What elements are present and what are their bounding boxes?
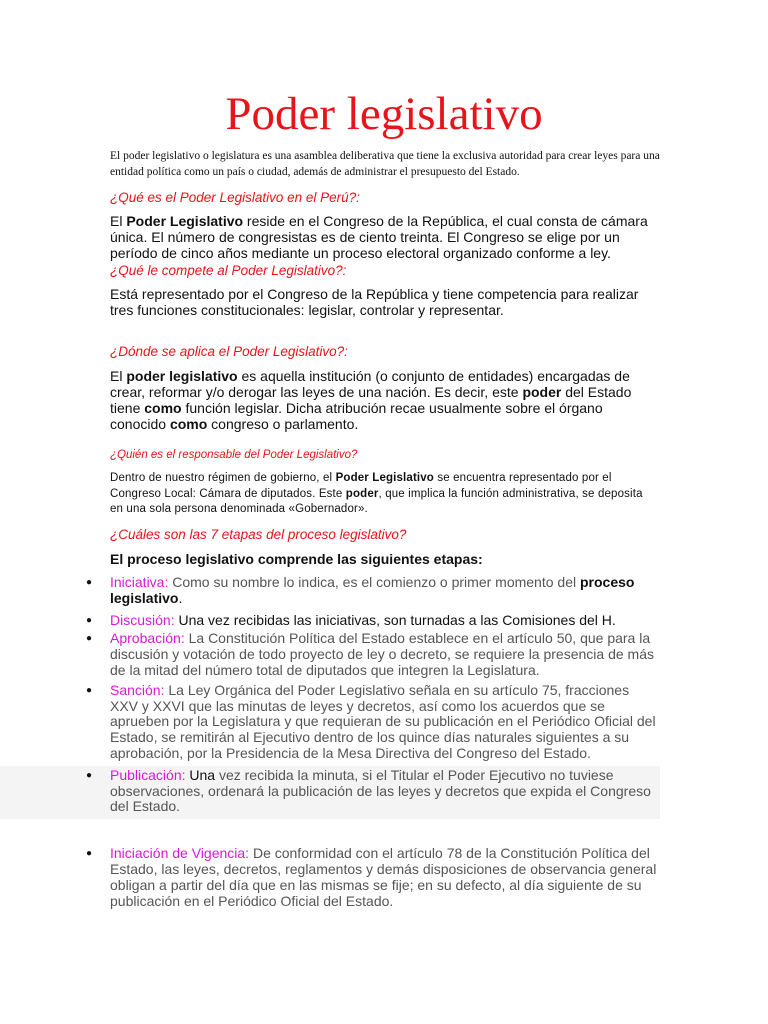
question-compete: ¿Qué le compete al Poder Legislativo?: <box>110 263 347 278</box>
answer-peru <box>110 213 658 261</box>
question-donde: ¿Dónde se aplica el Poder Legislativo?: <box>110 344 348 359</box>
text-run: , que implica la función administrativa, se deposita en una sola persona denominada «Gobernador». <box>110 487 643 515</box>
step-term: Aprobación: <box>110 630 185 647</box>
bold-run: como <box>169 416 208 432</box>
step-dark: Una <box>185 766 216 783</box>
bullet-icon: ● <box>86 769 93 781</box>
text-run: se encuentra representado por el Congreso Local: Cámara de diputados. Este <box>110 472 612 500</box>
bullet-icon: ● <box>86 577 93 588</box>
bold-run: poder <box>345 487 379 500</box>
step-text: vez recibida la minuta, si el Titular el Poder Ejecutivo no tuviese observaciones, ordenará la publicación de las leyes y decretos que expida el Congreso del Estado. <box>110 766 651 815</box>
text-run: El <box>110 213 127 229</box>
page-title: Poder legislativo <box>225 88 543 140</box>
list-item-iniciativa <box>0 575 660 607</box>
question-quien: ¿Quién es el responsable del Poder Legislativo? <box>110 449 358 461</box>
list-item-publicacion <box>0 766 660 819</box>
step-tail: . <box>178 589 183 606</box>
question-etapas: ¿Cuáles son las 7 etapas del proceso legislativo? <box>110 527 407 542</box>
step-text: De conformidad con el artículo 78 de la Constitución Política del Estado, las leyes, decretos, reglamentos y demás disposiciones de observancia general obligan a partir del día que en las mismas se fije; en su defecto, al día siguiente de su publicación en el Periódico Oficial del Estado. <box>110 845 657 909</box>
etapas-intro: El proceso legislativo comprende las siguientes etapas: <box>110 551 483 567</box>
step-term: Sanción: <box>110 681 165 698</box>
text-run: congreso o parlamento. <box>207 416 359 432</box>
answer-compete: Está representado por el Congreso de la República y tiene competencia para realizar tres funciones constitucionales: legislar, controlar y representar. <box>110 286 639 318</box>
text-run: función legislar. Dicha atribución recae usualmente sobre el órgano conocido <box>110 400 603 432</box>
bold-run: como <box>144 400 182 416</box>
bold-run: poder legislativo <box>126 368 238 384</box>
intro-paragraph: El poder legislativo o legislatura es una asamblea deliberativa que tiene la exclusiva autoridad para crear leyes para una entidad política como un país o ciudad, además de administrar el presupuesto del Estado. <box>110 150 660 178</box>
legislative-steps-list <box>0 575 768 909</box>
bold-run: Poder Legislativo <box>126 213 244 229</box>
step-term: Iniciativa: <box>110 574 169 590</box>
step-bold: proceso legislativo <box>110 574 635 606</box>
text-run: es aquella institución (o conjunto de entidades) encargadas de crear, reformar y/o derogar las leyes de una nación. Es decir, este <box>110 368 630 400</box>
step-text: La Ley Orgánica del Poder Legislativo señala en su artículo 75, fracciones XXV y XXVI que las minutas de leyes y decretos, así como los acuerdos que se aprueben por la Legislatura y que requieran de su publicación en el Periódico Oficial del Estado, se remitirán al Ejecutivo dentro de los quince días naturales siguientes a su aprobación, por la Presidencia de la Mesa Directiva del Congreso del Estado. <box>110 681 656 761</box>
bullet-icon: ● <box>86 614 93 626</box>
question-peru: ¿Qué es el Poder Legislativo en el Perú?: <box>110 190 360 205</box>
answer-quien <box>110 471 658 518</box>
text-run: del Estado tiene <box>110 384 632 416</box>
text-run: Dentro de nuestro régimen de gobierno, el <box>110 472 336 484</box>
list-item-vigencia <box>0 846 660 909</box>
bold-run: poder <box>522 384 562 400</box>
step-text: Una vez recibidas las iniciativas, son turnadas a las Comisiones del H. <box>174 611 616 628</box>
bold-run: Poder Legislativo <box>335 472 434 484</box>
step-text: Como su nombre lo indica, es el comienzo o primer momento del <box>168 574 580 590</box>
answer-donde <box>110 368 658 432</box>
step-term: Iniciación de Vigencia: <box>110 845 250 862</box>
bullet-icon: ● <box>86 848 93 860</box>
list-item-sancion <box>0 683 660 762</box>
text-run: reside en el Congreso de la República, el cual consta de cámara única. El número de congresistas es de ciento treinta. El Congreso se elige por un período de cinco años mediante un proceso electoral organizado conforme a ley. <box>110 213 648 261</box>
step-term: Discusión: <box>110 611 175 628</box>
list-item-discusion <box>0 613 660 629</box>
text-run: El <box>110 368 127 384</box>
bullet-icon: ● <box>86 684 93 696</box>
list-item-aprobacion <box>0 631 660 678</box>
step-term: Publicación: <box>110 766 186 783</box>
bullet-icon: ● <box>86 633 93 645</box>
step-text: La Constitución Política del Estado establece en el artículo 50, que para la discusión y votación de todo proyecto de ley o decreto, se requiere la presencia de más de la mitad del número total de diputados que integren la Legislatura. <box>110 630 654 678</box>
